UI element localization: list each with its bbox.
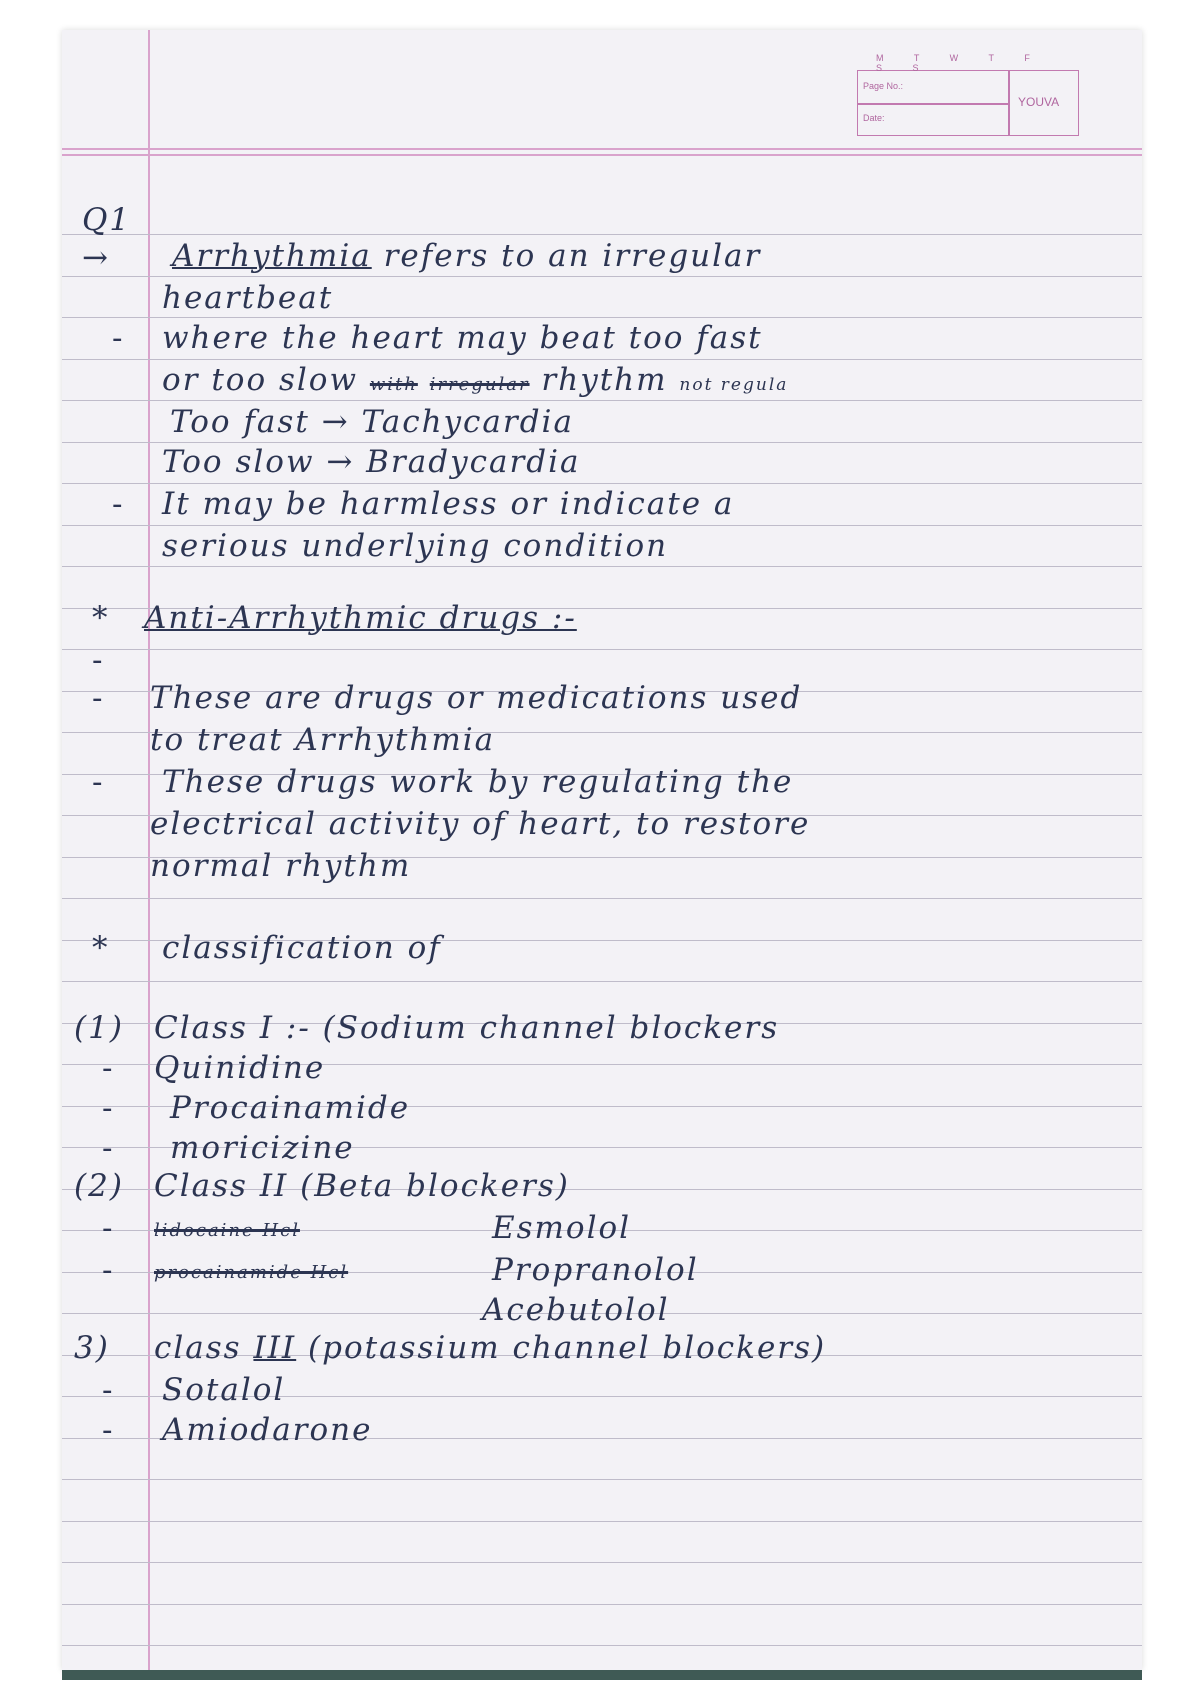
ruled-line: [62, 1562, 1142, 1563]
drug-item: moricizine: [170, 1130, 355, 1166]
drug-item: Propranolol: [492, 1252, 699, 1288]
note-line: heartbeat: [162, 280, 334, 316]
note-line: It may be harmless or indicate a: [162, 486, 735, 522]
question-number: Q1: [82, 202, 132, 238]
ruled-line: [62, 483, 1142, 484]
struck-text: irregular: [429, 374, 530, 395]
ruled-line: [62, 649, 1142, 650]
struck-text: lidocaine Hcl: [154, 1220, 300, 1241]
page-no-label: Page No.:: [863, 81, 904, 91]
struck-text: with: [369, 374, 418, 395]
drug-item: Procainamide: [170, 1090, 411, 1126]
ruled-line: [62, 1645, 1142, 1646]
ruled-line: [62, 1479, 1142, 1480]
note-line: where the heart may beat too fast: [162, 320, 763, 356]
drug-item: Sotalol: [162, 1372, 286, 1408]
page-date-box: [857, 53, 1079, 136]
class-heading: Class I :- (Sodium channel blockers: [154, 1010, 780, 1046]
class-number: (1): [74, 1010, 124, 1046]
section-heading: Anti-Arrhythmic drugs :-: [144, 600, 577, 636]
section-heading: classification of: [162, 930, 442, 966]
class-number: (2): [74, 1168, 124, 1204]
struck-text: procainamide Hcl: [154, 1262, 349, 1283]
note-line: Too slow → Bradycardia: [162, 444, 581, 480]
note-line: These drugs work by regulating the: [162, 764, 794, 800]
ruled-line: [62, 566, 1142, 567]
class-number: 3): [74, 1330, 110, 1366]
note-line: Arrhythmia refers to an irregular: [172, 238, 762, 274]
drug-item: Amiodarone: [162, 1412, 373, 1448]
note-line: electrical activity of heart, to restore: [150, 806, 811, 842]
term-arrhythmia: Arrhythmia: [172, 238, 372, 274]
ruled-line: [62, 525, 1142, 526]
note-line: normal rhythm: [150, 848, 412, 884]
bullet-dash: -: [112, 320, 125, 356]
brand-logo: YOUVA: [1018, 95, 1060, 109]
bullet-dash: -: [112, 486, 125, 522]
header-rule: [62, 148, 1142, 150]
note-line: or too slow with irregular rhythm not regula: [162, 362, 789, 398]
bullet-dash: -: [92, 642, 105, 678]
drug-item: Quinidine: [154, 1050, 326, 1086]
class-heading: Class II (Beta blockers): [154, 1168, 570, 1204]
page-edge-shadow: [62, 1670, 1142, 1680]
ruled-line: [62, 276, 1142, 277]
ruled-line: [62, 981, 1142, 982]
bullet-dash: -: [102, 1090, 115, 1126]
bullet-dash: -: [102, 1210, 115, 1246]
note-line: These are drugs or medications used: [150, 680, 803, 716]
date-label: Date:: [863, 113, 885, 123]
ruled-line: [62, 898, 1142, 899]
drug-item: Acebutolol: [482, 1292, 670, 1328]
arrow-icon: →: [82, 240, 110, 276]
ruled-line: [62, 1521, 1142, 1522]
ruled-line: [62, 400, 1142, 401]
ruled-line: [62, 1604, 1142, 1605]
bullet-dash: -: [102, 1130, 115, 1166]
bullet-dash: -: [102, 1050, 115, 1086]
bullet-dash: -: [92, 680, 105, 716]
ruled-line: [62, 359, 1142, 360]
star-bullet: *: [92, 930, 110, 966]
ruled-line: [62, 317, 1142, 318]
class-heading: class III (potassium channel blockers): [154, 1330, 827, 1366]
star-bullet: *: [92, 600, 110, 636]
weekday-letters: M T W T F S S: [876, 53, 1044, 73]
ruled-line: [62, 442, 1142, 443]
bullet-dash: -: [102, 1412, 115, 1448]
ruled-line: [62, 234, 1142, 235]
note-line: Too fast → Tachycardia: [170, 404, 574, 440]
header-rule: [62, 154, 1142, 156]
bullet-dash: -: [92, 764, 105, 800]
drug-item: Esmolol: [492, 1210, 632, 1246]
notebook-page: [62, 30, 1142, 1670]
note-line: to treat Arrhythmia: [150, 722, 496, 758]
note-line: serious underlying condition: [162, 528, 669, 564]
bullet-dash: -: [102, 1372, 115, 1408]
bullet-dash: -: [102, 1252, 115, 1288]
